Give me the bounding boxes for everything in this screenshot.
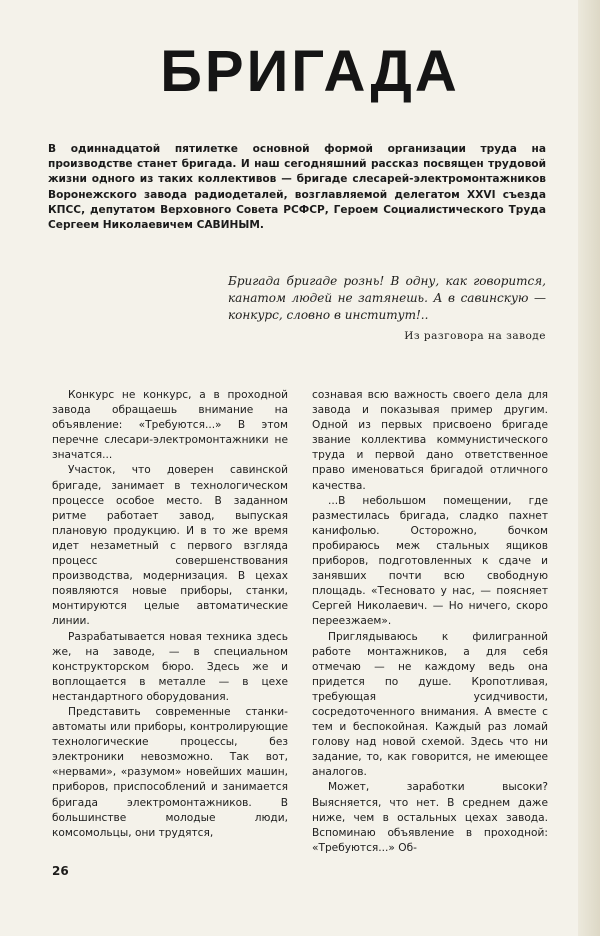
article-lead xyxy=(48,142,546,233)
epigraph-source: Из разговора на заводе xyxy=(404,330,546,342)
page-edge-shadow xyxy=(578,0,600,936)
left-paragraph-3: Разрабатывается новая техника здесь же, на заводе, — в специальном конструкторском бюро. Здесь же и воплощается в металле — в цехе нестандартного оборудования. xyxy=(52,630,288,703)
right-paragraph-2: ...В небольшом помещении, где разместилась бригада, сладко пахнет канифолью. Осторожно, бочком пробираюсь меж стальных ящиков приборов, подготовленных к сдаче и занявших почти всю свободную площадь. «Тесновато у нас, — поясняет Сергей Николаевич. — Но ничего, скоро переезжаем». xyxy=(312,494,548,628)
epigraph xyxy=(228,273,546,324)
page-number: 26 xyxy=(52,864,69,878)
left-paragraph-1: Конкурс не конкурс, а в проходной завода обращаешь внимание на объявление: «Требуются...» В этом перечне слесари-электромонтажники не значатся... xyxy=(52,389,288,462)
right-paragraph-4: Может, заработки высоки? Выясняется, что нет. В среднем даже ниже, чем в остальных цехах завода. Вспоминаю объявление в проходной: «Требуются...» Об- xyxy=(312,781,548,854)
epigraph-text: Бригада бригаде рознь! В одну, как говорится, канатом людей не затянешь. А в савинскую — конкурс, словно в институт!.. xyxy=(228,274,546,322)
left-paragraph-4: Представить современные станки-автоматы или приборы, контролирующие технологические процессы, без электроники невозможно. Так вот, «нервами», «разумом» новейших машин, приборов, приспособлений и занимается бригада электромонтажников. В большинстве молодые люди, комсомольцы, они трудятся, xyxy=(52,705,288,839)
left-paragraph-2: Участок, что доверен савинской бригаде, занимает в технологическом процессе особое место. В заданном ритме работает завод, выпуская плановую продукцию. И в то же время идет незаметный с первого взгляда процесс совершенствования производства, модернизация. В цехах появляются новые приборы, станки, монтируются целые автоматические линии. xyxy=(52,464,288,628)
right-column xyxy=(312,388,548,856)
right-paragraph-1: сознавая всю важность своего дела для завода и показывая пример другим. Одной из первых присвоено бригаде звание коллектива коммунистического труда и первой дано ответственное право именоваться бригадой отличного качества. xyxy=(312,389,548,492)
article-title: БРИГАДА xyxy=(160,39,460,104)
left-column xyxy=(52,388,288,841)
right-paragraph-3: Приглядываюсь к филигранной работе монтажников, а для себя отмечаю — не каждому ведь она придется по душе. Кропотливая, требующая усидчивости, сосредоточенного внимания. А вместе с тем и беспокойная. Каждый раз ломай голову над новой схемой. Здесь что ни задание, то, как говорится, не имеющее аналогов. xyxy=(312,630,548,779)
lead-paragraph: В одиннадцатой пятилетке основной формой организации труда на производстве станет бригада. И наш сегодняшний рассказ посвящен трудовой жизни одного из таких коллективов — бригаде слесарей-электромонтажников Воронежского завода радиодеталей, возглавляемой делегатом XXVI съезда КПСС, депутатом Верховного Совета РСФСР, Героем Социалистического Труда Сергеем Николаевичем САВИНЫМ. xyxy=(48,143,546,232)
